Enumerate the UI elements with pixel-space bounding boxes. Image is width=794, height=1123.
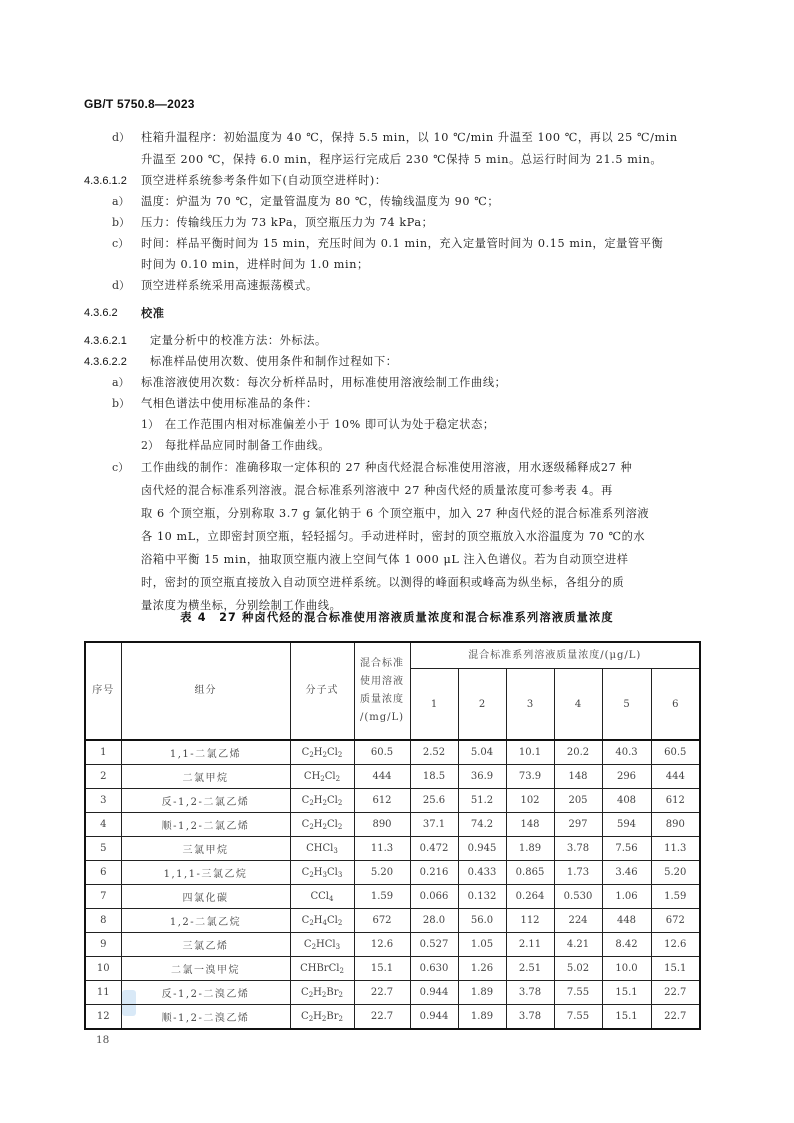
header-formula: 分子式 xyxy=(290,642,354,740)
cell-component: 二氯甲烷 xyxy=(121,765,290,789)
cell-series-value: 5.20 xyxy=(651,861,700,885)
cell-series-value: 73.9 xyxy=(506,765,554,789)
formula-subscript: 2 xyxy=(308,990,314,999)
cell-series-value: 594 xyxy=(602,813,651,837)
cell-formula xyxy=(290,861,354,885)
formula-subscript: 2 xyxy=(322,822,327,831)
standard-id: GB/T 5750.8—2023 xyxy=(84,97,195,111)
curve-prep-line: 工作曲线的制作：准确移取一定体积的 27 种卤代烃混合标准使用溶液，用水逐级稀释成27 种 xyxy=(141,461,633,474)
formula-element: C xyxy=(301,794,310,806)
curve-prep-line: 卤代烃的混合标准系列溶液。混合标准系列溶液中 27 种卤代烃的质量浓度可参考表 4。再 xyxy=(141,484,613,497)
table-row xyxy=(85,909,700,933)
formula-element: Cl xyxy=(327,794,338,806)
formula-element: H xyxy=(313,818,323,830)
formula-element: H xyxy=(313,866,323,878)
formula-element: Cl xyxy=(318,890,330,902)
formula-element: Cl xyxy=(324,938,336,950)
cell-series-value: 2.11 xyxy=(506,933,554,957)
cell-stock: 1.59 xyxy=(354,885,410,909)
formula-subscript: 4 xyxy=(329,894,334,903)
cell-series-value: 1.89 xyxy=(458,981,506,1005)
curve-prep-line: 取 6 个顶空瓶，分别称取 3.7 g 氯化钠于 6 个顶空瓶中，加入 27 种卤代烃的混合标准系列溶液 xyxy=(141,507,650,520)
formula-element: H xyxy=(307,962,317,974)
cell-series-value: 1.06 xyxy=(602,885,651,909)
cell-series-value: 3.46 xyxy=(602,861,651,885)
cell-series-value: 5.04 xyxy=(458,740,506,765)
cell-component: 顺-1,2-二氯乙烯 xyxy=(121,813,290,837)
formula-subscript: 2 xyxy=(321,1014,327,1023)
cell-seq: 4 xyxy=(85,813,121,837)
formula-element: Br xyxy=(326,986,339,998)
formula-element: C xyxy=(303,770,312,782)
cell-component: 三氯甲烷 xyxy=(121,837,290,861)
header-component: 组分 xyxy=(121,642,290,740)
formula-element: C xyxy=(301,866,310,878)
table-caption: 表 4 27 种卤代烃的混合标准使用溶液质量浓度和混合标准系列溶液质量浓度 xyxy=(180,611,614,624)
table-row xyxy=(85,933,700,957)
cell-series-value: 1.05 xyxy=(458,933,506,957)
formula-subscript: 3 xyxy=(337,870,343,879)
formula-element: H xyxy=(311,770,321,782)
cell-stock: 890 xyxy=(354,813,410,837)
cell-series-value: 74.2 xyxy=(458,813,506,837)
formula-subscript: 2 xyxy=(309,750,314,759)
cell-series-value: 7.55 xyxy=(554,1005,602,1030)
cell-series-value: 11.3 xyxy=(651,837,700,861)
cell-series-value: 1.89 xyxy=(506,837,554,861)
cell-series-value: 0.216 xyxy=(410,861,458,885)
formula-subscript: 4 xyxy=(322,918,327,927)
cell-stock: 60.5 xyxy=(354,740,410,765)
header-stock-line: 质量浓度 xyxy=(360,694,404,705)
curve-prep-line: 浴箱中平衡 15 min，抽取顶空瓶内液上空间气体 1 000 μL 注入色谱仪。若为自动顶空进样 xyxy=(141,553,629,566)
standard-usage: 标准溶液使用次数：每次分析样品时，用标准使用溶液绘制工作曲线； xyxy=(141,376,507,389)
formula-element: C xyxy=(301,746,310,758)
formula-element: C xyxy=(300,962,308,974)
cell-seq: 8 xyxy=(85,909,121,933)
cell-seq: 6 xyxy=(85,861,121,885)
formula-element: H xyxy=(313,986,322,998)
cell-series-value: 0.264 xyxy=(506,885,554,909)
cell-series-value: 672 xyxy=(651,909,700,933)
cell-series-value: 7.55 xyxy=(554,981,602,1005)
cell-formula xyxy=(290,765,354,789)
cell-series-value: 3.78 xyxy=(506,1005,554,1030)
cell-series-value: 10.1 xyxy=(506,740,554,765)
table-row xyxy=(85,885,700,909)
clause-number: 4.3.6.1.2 xyxy=(84,175,127,187)
formula-element: H xyxy=(313,1010,322,1022)
list-marker: d） xyxy=(112,279,131,292)
cell-formula xyxy=(290,885,354,909)
list-marker: c） xyxy=(112,461,130,474)
cell-seq: 1 xyxy=(85,740,121,765)
cell-series-value: 444 xyxy=(651,765,700,789)
cell-series-value: 28.0 xyxy=(410,909,458,933)
cell-component: 1,1,1-三氯乙烷 xyxy=(121,861,290,885)
clause-number: 4.3.6.2.1 xyxy=(84,335,127,347)
cell-series-value: 15.1 xyxy=(651,957,700,981)
cell-series-value: 3.78 xyxy=(506,981,554,1005)
table-row xyxy=(85,813,700,837)
cell-series-value: 40.3 xyxy=(602,740,651,765)
formula-subscript: 2 xyxy=(339,966,344,975)
cell-series-value: 2.52 xyxy=(410,740,458,765)
section-heading-number: 4.3.6.2 xyxy=(84,307,118,319)
curve-prep-line: 量浓度为横坐标，分别绘制工作曲线。 xyxy=(141,599,342,612)
formula-element: H xyxy=(313,794,323,806)
cell-series-value: 18.5 xyxy=(410,765,458,789)
table-row xyxy=(85,981,700,1005)
formula-subscript: 2 xyxy=(309,870,314,879)
cell-series-value: 224 xyxy=(554,909,602,933)
cell-seq: 9 xyxy=(85,933,121,957)
list-marker: d） xyxy=(112,131,131,144)
cell-series-value: 51.2 xyxy=(458,789,506,813)
table-row xyxy=(85,789,700,813)
header-series-col: 1 xyxy=(410,669,458,741)
headspace-time-line-1: 时间：样品平衡时间为 15 min，充压时间为 0.1 min，充入定量管时间为 0.15 min，定量管平衡 xyxy=(141,237,664,250)
cell-series-value: 1.73 xyxy=(554,861,602,885)
cell-series-value: 15.1 xyxy=(602,1005,651,1030)
formula-element: C xyxy=(301,818,310,830)
headspace-pressure: 压力：传输线压力为 73 kPa，顶空瓶压力为 74 kPa； xyxy=(141,216,434,229)
formula-element: Br xyxy=(316,962,329,974)
formula-subscript: 2 xyxy=(311,942,317,951)
list-marker: 1） xyxy=(141,418,159,431)
cell-seq: 10 xyxy=(85,957,121,981)
table-row xyxy=(85,1005,700,1030)
cell-series-value: 37.1 xyxy=(410,813,458,837)
header-stock-concentration xyxy=(354,642,410,740)
cell-stock: 444 xyxy=(354,765,410,789)
cell-series-value: 8.42 xyxy=(602,933,651,957)
formula-subscript: 2 xyxy=(337,918,343,927)
cell-formula xyxy=(290,837,354,861)
formula-subscript: 2 xyxy=(320,774,325,783)
cell-component: 二氯一溴甲烷 xyxy=(121,957,290,981)
cell-series-value: 20.2 xyxy=(554,740,602,765)
table-row xyxy=(85,957,700,981)
cell-series-value: 0.472 xyxy=(410,837,458,861)
cell-formula xyxy=(290,957,354,981)
formula-element: Cl xyxy=(327,818,338,830)
curve-prep-line: 时，密封的顶空瓶直接放入自动顶空进样系统。以测得的峰面积或峰高为纵坐标，各组分的质 xyxy=(141,576,625,589)
cell-series-value: 408 xyxy=(602,789,651,813)
curve-prep-line: 各 10 mL，立即密封顶空瓶，轻轻摇匀。手动进样时，密封的顶空瓶放入水浴温度为 70 ℃的水 xyxy=(141,530,646,543)
rsd-condition: 在工作范围内相对标准偏差小于 10% 即可认为处于稳定状态； xyxy=(165,418,495,431)
cell-series-value: 0.527 xyxy=(410,933,458,957)
cell-component: 反-1,2-二溴乙烯 xyxy=(121,981,290,1005)
list-marker: b） xyxy=(112,216,131,229)
cell-series-value: 448 xyxy=(602,909,651,933)
formula-subscript: 2 xyxy=(338,990,343,999)
cell-seq: 7 xyxy=(85,885,121,909)
header-series-group: 混合标准系列溶液质量浓度/(μg/L) xyxy=(410,642,700,669)
gc-standard-conditions: 气相色谱法中使用标准品的条件： xyxy=(141,397,318,410)
formula-element: Cl xyxy=(324,770,336,782)
formula-subscript: 2 xyxy=(337,750,343,759)
formula-element: C xyxy=(301,914,310,926)
table-row xyxy=(85,837,700,861)
cell-seq: 5 xyxy=(85,837,121,861)
cell-series-value: 0.132 xyxy=(458,885,506,909)
cell-series-value: 60.5 xyxy=(651,740,700,765)
cell-series-value: 56.0 xyxy=(458,909,506,933)
header-series-col: 5 xyxy=(602,669,651,741)
header-series-col: 4 xyxy=(554,669,602,741)
cell-series-value: 0.945 xyxy=(458,837,506,861)
cell-series-value: 1.89 xyxy=(458,1005,506,1030)
clause-text: 顶空进样系统参考条件如下(自动顶空进样时)： xyxy=(141,174,387,187)
formula-subscript: 2 xyxy=(322,750,327,759)
cell-series-value: 22.7 xyxy=(651,1005,700,1030)
clause-text: 标准样品使用次数、使用条件和制作过程如下： xyxy=(150,355,398,368)
cell-series-value: 7.56 xyxy=(602,837,651,861)
formula-subscript: 2 xyxy=(335,774,341,783)
formula-element: H xyxy=(313,914,323,926)
cell-series-value: 0.865 xyxy=(506,861,554,885)
cell-series-value: 2.51 xyxy=(506,957,554,981)
formula-element: C xyxy=(310,890,319,902)
cell-stock: 672 xyxy=(354,909,410,933)
cell-series-value: 0.944 xyxy=(410,981,458,1005)
page-number: 18 xyxy=(96,1034,110,1046)
cell-formula xyxy=(290,981,354,1005)
formula-subscript: 2 xyxy=(309,918,314,927)
cell-formula xyxy=(290,813,354,837)
formula-element: C xyxy=(303,938,312,950)
headspace-time-line-2: 时间为 0.10 min，进样时间为 1.0 min； xyxy=(141,258,369,271)
cell-stock: 22.7 xyxy=(354,1005,410,1030)
cell-series-value: 0.944 xyxy=(410,1005,458,1030)
table-row xyxy=(85,861,700,885)
header-stock-line: /(mg/L) xyxy=(359,712,405,723)
cell-formula xyxy=(290,933,354,957)
formula-subscript: 2 xyxy=(308,1014,314,1023)
formula-subscript: 2 xyxy=(337,798,343,807)
column-temp-program-line-2: 升温至 200 ℃，保持 6.0 min，程序运行完成后 230 ℃保持 5 min。总运行时间为 21.5 min。 xyxy=(141,153,663,166)
cell-series-value: 148 xyxy=(554,765,602,789)
header-series-col: 2 xyxy=(458,669,506,741)
formula-subscript: 2 xyxy=(338,1014,343,1023)
formula-subscript: 3 xyxy=(335,942,341,951)
formula-subscript: 3 xyxy=(322,870,327,879)
header-stock-line: 使用溶液 xyxy=(360,676,404,687)
cell-series-value: 3.78 xyxy=(554,837,602,861)
formula-element: Br xyxy=(326,1010,339,1022)
cell-series-value: 15.1 xyxy=(602,981,651,1005)
headspace-mode: 顶空进样系统采用高速振荡模式。 xyxy=(141,279,318,292)
header-seq: 序号 xyxy=(85,642,121,740)
cell-series-value: 22.7 xyxy=(651,981,700,1005)
header-series-col: 6 xyxy=(651,669,700,741)
cell-formula xyxy=(290,909,354,933)
headspace-temperature: 温度：炉温为 70 ℃，定量管温度为 80 ℃，传输线温度为 90 ℃； xyxy=(141,195,500,208)
cell-series-value: 25.6 xyxy=(410,789,458,813)
cell-series-value: 205 xyxy=(554,789,602,813)
cell-formula xyxy=(290,1005,354,1030)
table-row xyxy=(85,740,700,765)
cell-series-value: 1.26 xyxy=(458,957,506,981)
cell-series-value: 12.6 xyxy=(651,933,700,957)
clause-text: 定量分析中的校准方法：外标法。 xyxy=(150,334,327,347)
column-temp-program-line-1: 柱箱升温程序：初始温度为 40 ℃，保持 5.5 min，以 10 ℃/min 升温至 100 ℃，再以 25 ℃/min xyxy=(141,131,678,144)
formula-subscript: 2 xyxy=(322,798,327,807)
formula-element: H xyxy=(313,842,323,854)
formula-element: C xyxy=(301,1010,309,1022)
cell-series-value: 4.21 xyxy=(554,933,602,957)
formula-element: H xyxy=(313,746,323,758)
formula-subscript: 2 xyxy=(309,822,314,831)
cell-component: 四氯化碳 xyxy=(121,885,290,909)
table-4 xyxy=(84,641,701,1030)
cell-series-value: 0.530 xyxy=(554,885,602,909)
cell-series-value: 0.433 xyxy=(458,861,506,885)
cell-series-value: 612 xyxy=(651,789,700,813)
cell-series-value: 36.9 xyxy=(458,765,506,789)
batch-curve-condition: 每批样品应同时制备工作曲线。 xyxy=(165,439,331,452)
list-marker: a） xyxy=(112,376,130,389)
cell-stock: 15.1 xyxy=(354,957,410,981)
cell-series-value: 890 xyxy=(651,813,700,837)
formula-element: Cl xyxy=(327,746,338,758)
cell-series-value: 10.0 xyxy=(602,957,651,981)
cell-formula xyxy=(290,740,354,765)
cell-series-value: 1.59 xyxy=(651,885,700,909)
section-heading: 校准 xyxy=(141,306,165,320)
formula-subscript: 2 xyxy=(309,798,314,807)
cell-component: 三氯乙烯 xyxy=(121,933,290,957)
list-marker: 2） xyxy=(141,439,159,452)
cell-stock: 5.20 xyxy=(354,861,410,885)
cell-stock: 11.3 xyxy=(354,837,410,861)
cell-series-value: 297 xyxy=(554,813,602,837)
table-body xyxy=(85,740,700,1029)
cell-stock: 612 xyxy=(354,789,410,813)
formula-subscript: 2 xyxy=(321,990,327,999)
list-marker: a） xyxy=(112,195,130,208)
header-series-col: 3 xyxy=(506,669,554,741)
cell-component: 1,2-二氯乙烷 xyxy=(121,909,290,933)
cell-formula xyxy=(290,789,354,813)
cell-stock: 12.6 xyxy=(354,933,410,957)
formula-element: Cl xyxy=(327,866,338,878)
cell-series-value: 112 xyxy=(506,909,554,933)
table-row xyxy=(85,765,700,789)
cell-series-value: 102 xyxy=(506,789,554,813)
cell-series-value: 296 xyxy=(602,765,651,789)
cell-series-value: 148 xyxy=(506,813,554,837)
cell-series-value: 0.066 xyxy=(410,885,458,909)
cell-seq: 2 xyxy=(85,765,121,789)
header-stock-line: 混合标准 xyxy=(360,658,404,669)
formula-subscript: 3 xyxy=(333,846,338,855)
formula-subscript: 2 xyxy=(337,822,343,831)
list-marker: b） xyxy=(112,397,131,410)
formula-element: Cl xyxy=(322,842,334,854)
cell-seq: 11 xyxy=(85,981,121,1005)
cell-series-value: 0.630 xyxy=(410,957,458,981)
formula-element: Cl xyxy=(327,914,338,926)
clause-number: 4.3.6.2.2 xyxy=(84,356,127,368)
formula-element: H xyxy=(316,938,325,950)
cell-component: 1,1-二氯乙烯 xyxy=(121,740,290,765)
cell-seq: 3 xyxy=(85,789,121,813)
cell-stock: 22.7 xyxy=(354,981,410,1005)
formula-element: C xyxy=(301,986,309,998)
list-marker: c） xyxy=(112,237,130,250)
formula-element: C xyxy=(306,842,314,854)
formula-element: Cl xyxy=(328,962,340,974)
cell-series-value: 5.02 xyxy=(554,957,602,981)
cell-seq: 12 xyxy=(85,1005,121,1030)
cell-component: 反-1,2-二氯乙烯 xyxy=(121,789,290,813)
cell-component: 顺-1,2-二溴乙烯 xyxy=(121,1005,290,1030)
